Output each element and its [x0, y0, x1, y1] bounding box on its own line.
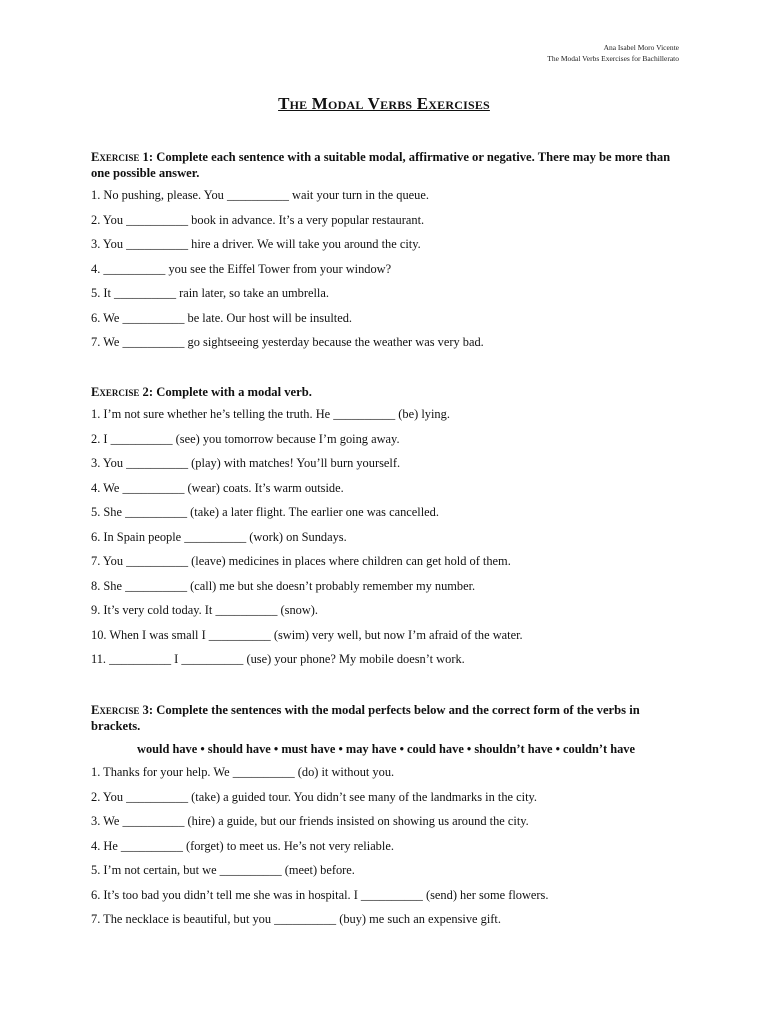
exercise-item: 6. It’s too bad you didn’t tell me she was in hospital. I __________ (send) her some flowers.: [91, 887, 549, 902]
exercise-item: 7. The necklace is beautiful, but you __________ (buy) me such an expensive gift.: [91, 912, 501, 926]
exercise-2-label: Exercise 2:: [91, 385, 154, 399]
exercise-2-instruction: Complete with a modal verb.: [156, 385, 312, 399]
exercise-item: 4. __________ you see the Eiffel Tower from your window?: [91, 261, 392, 276]
exercise-item: 10. When I was small I __________ (swim) very well, but now I’m afraid of the water.: [91, 627, 523, 642]
exercise-3-list: [91, 764, 681, 936]
exercise-item: 5. I’m not certain, but we __________ (meet) before.: [91, 863, 355, 877]
exercise-1-heading: [91, 149, 681, 181]
page-title: The Modal Verbs Exercises: [278, 94, 490, 113]
exercise-item: 3. You __________ (play) with matches! You’ll burn yourself.: [91, 456, 401, 470]
modal-options-box: would have • should have • must have • may have • could have • shouldn’t have • couldn’t have: [137, 742, 635, 756]
exercise-item: 4. We __________ (wear) coats. It’s warm outside.: [91, 480, 344, 495]
exercise-2-list: [91, 406, 681, 676]
exercise-item: 5. She __________ (take) a later flight. The earlier one was cancelled.: [91, 505, 439, 519]
exercise-item: 9. It’s very cold today. It __________ (snow).: [91, 603, 319, 617]
exercise-3-label: Exercise 3:: [91, 703, 154, 717]
exercise-1: [91, 149, 681, 359]
exercise-item: 2. You __________ book in advance. It’s a very popular restaurant.: [91, 212, 425, 227]
exercise-item: 1. I’m not sure whether he’s telling the truth. He __________ (be) lying.: [91, 407, 450, 421]
exercise-2: [91, 384, 681, 676]
exercise-item: 6. We __________ be late. Our host will be insulted.: [91, 310, 353, 325]
exercise-item: 2. You __________ (take) a guided tour. You didn’t see many of the landmarks in the city.: [91, 789, 538, 804]
exercise-1-list: [91, 187, 681, 359]
author-name: Ana Isabel Moro Vicente: [603, 43, 679, 52]
exercise-item: 3. We __________ (hire) a guide, but our friends insisted on showing us around the city.: [91, 814, 529, 828]
exercise-item: 3. You __________ hire a driver. We will take you around the city.: [91, 237, 421, 251]
exercise-item: 11. __________ I __________ (use) your phone? My mobile doesn’t work.: [91, 652, 465, 666]
exercise-item: 8. She __________ (call) me but she doesn’t probably remember my number.: [91, 578, 476, 593]
document-subtitle: The Modal Verbs Exercises for Bachillerato: [547, 54, 679, 63]
exercise-2-heading: [91, 384, 681, 400]
page-header: [547, 42, 679, 64]
exercise-item: 2. I __________ (see) you tomorrow because I’m going away.: [91, 431, 400, 446]
exercise-1-label: Exercise 1:: [91, 150, 154, 164]
exercise-item: 1. No pushing, please. You __________ wait your turn in the queue.: [91, 188, 429, 202]
exercise-1-instruction: Complete each sentence with a suitable modal, affirmative or negative. There may be more than one possible answer.: [91, 150, 671, 180]
exercise-item: 5. It __________ rain later, so take an umbrella.: [91, 286, 329, 300]
exercise-3: [91, 702, 681, 936]
exercise-3-instruction: Complete the sentences with the modal perfects below and the correct form of the verbs in brackets.: [91, 703, 640, 733]
exercise-item: 4. He __________ (forget) to meet us. He’s not very reliable.: [91, 838, 394, 853]
exercise-item: 7. We __________ go sightseeing yesterday because the weather was very bad.: [91, 335, 484, 349]
exercise-item: 7. You __________ (leave) medicines in places where children can get hold of them.: [91, 554, 511, 568]
exercise-item: 6. In Spain people __________ (work) on Sundays.: [91, 529, 347, 544]
exercise-3-heading: [91, 702, 681, 734]
exercise-item: 1. Thanks for your help. We __________ (do) it without you.: [91, 765, 395, 779]
